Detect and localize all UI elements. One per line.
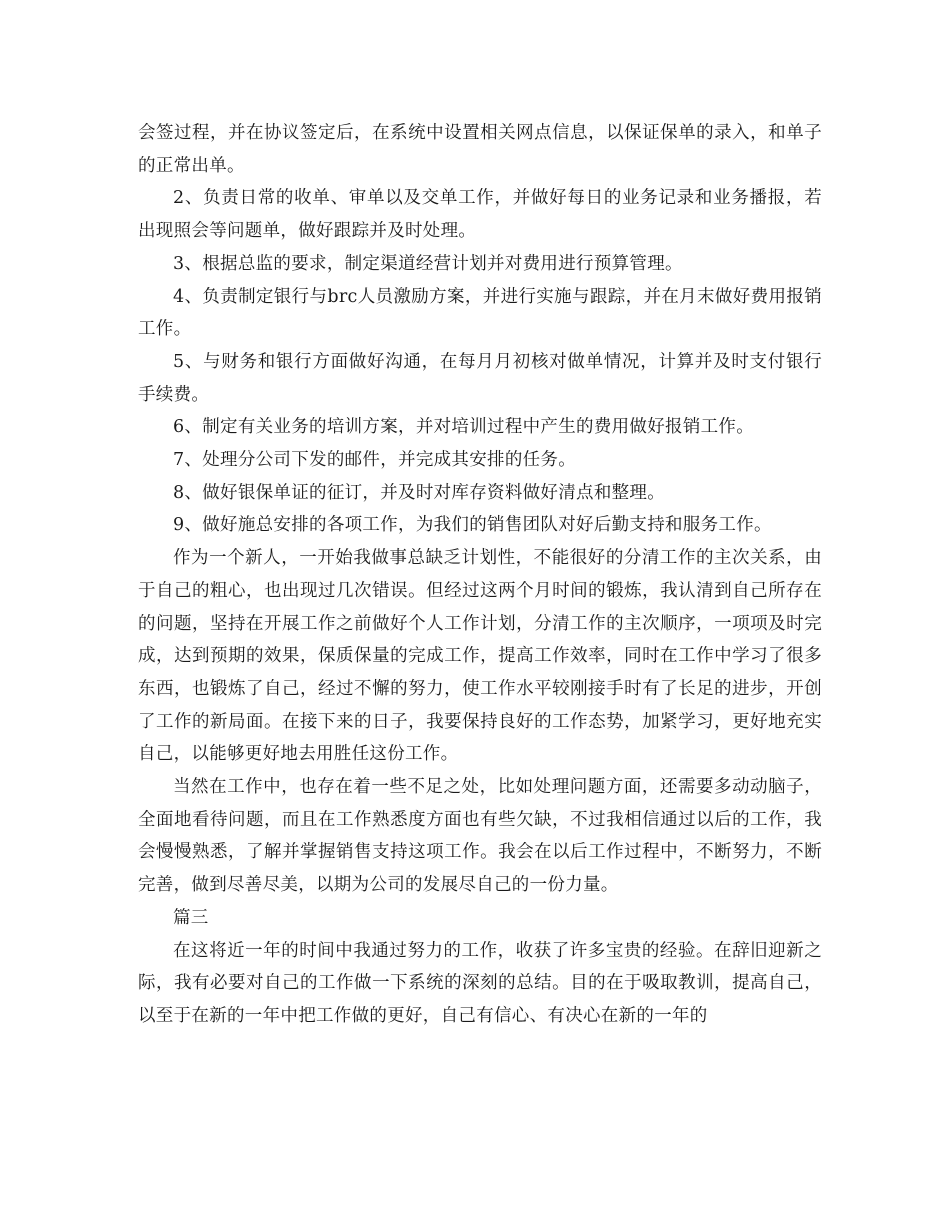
list-item-3: 3、根据总监的要求，制定渠道经营计划并对费用进行预算管理。 [173, 253, 683, 274]
paragraph-reflection: 作为一个新人，一开始我做事总缺乏计划性，不能很好的分清工作的主次关系，由于自己的粗心，也出现过几次错误。但经过这两个月时间的锻炼，我认清到自己所存在的问题，坚持在开展工作之前做好个人工作计划，分清工作的主次顺序，一项项及时完成，达到预期的效果，保质保量的完成工作，提高工作效率，同时在工作中学习了很多东西，也锻炼了自己，经过不懈的努力，使工作水平较刚接手时有了长足的进步，开创了工作的新局面。在接下来的日子，我要保持良好的工作态势，加紧学习，更好地充实自己，以能够更好地去用胜任这份工作。 [138, 548, 822, 765]
list-item-9: 9、做好施总安排的各项工作，为我们的销售团队对好后勤支持和服务工作。 [173, 515, 772, 536]
list-item-8: 8、做好银保单证的征订，并及时对库存资料做好清点和整理。 [173, 482, 666, 503]
list-item-4: 4、负责制定银行与brc人员激励方案，并进行实施与跟踪，并在月末做好费用报销工作。 [138, 286, 822, 340]
list-item-2: 2、负责日常的收单、审单以及交单工作，并做好每日的业务记录和业务播报，若出现照会等问题单，做好跟踪并及时处理。 [138, 188, 822, 242]
list-item-5: 5、与财务和银行方面做好沟通，在每月月初核对做单情况，计算并及时支付银行手续费。 [138, 351, 822, 405]
list-item-7: 7、处理分公司下发的邮件，并完成其安排的任务。 [173, 450, 577, 471]
paragraph-section-three: 在这将近一年的时间中我通过努力的工作，收获了许多宝贵的经验。在辞旧迎新之际，我有必要对自己的工作做一下系统的深刻的总结。目的在于吸取教训，提高自己，以至于在新的一年中把工作做的更好，自己有信心、有决心在新的一年的 [138, 940, 822, 1026]
paragraph-shortcomings: 当然在工作中，也存在着一些不足之处，比如处理问题方面，还需要多动动脑子，全面地看待问题，而且在工作熟悉度方面也有些欠缺，不过我相信通过以后的工作，我会慢慢熟悉，了解并掌握销售支持这项工作。我会在以后工作过程中，不断努力，不断完善，做到尽善尽美，以期为公司的发展尽自己的一份力量。 [138, 777, 822, 896]
paragraph-continuation: 会签过程，并在协议签定后，在系统中设置相关网点信息，以保证保单的录入，和单子的正常出单。 [138, 123, 822, 176]
document-page [138, 117, 822, 1033]
section-heading: 篇三 [173, 907, 209, 928]
list-item-6: 6、制定有关业务的培训方案，并对培训过程中产生的费用做好报销工作。 [173, 417, 755, 438]
